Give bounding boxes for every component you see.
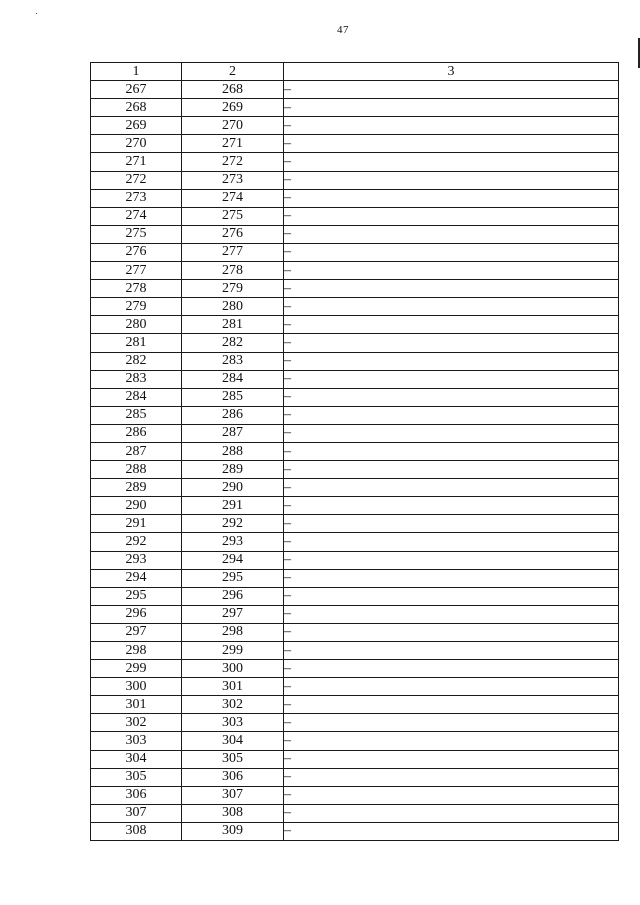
cell-col-1: 268 bbox=[91, 99, 182, 117]
cell-col-3: – bbox=[284, 479, 619, 497]
cell-col-1: 272 bbox=[91, 171, 182, 189]
table-row bbox=[91, 117, 619, 135]
cell-col-3: – bbox=[284, 442, 619, 460]
cell-col-3: – bbox=[284, 768, 619, 786]
table-row bbox=[91, 461, 619, 479]
cell-col-2: 303 bbox=[182, 714, 284, 732]
table-row bbox=[91, 696, 619, 714]
table-row bbox=[91, 569, 619, 587]
table-row bbox=[91, 334, 619, 352]
cell-col-1: 288 bbox=[91, 461, 182, 479]
cell-col-3: – bbox=[284, 334, 619, 352]
page-number: 47 bbox=[337, 24, 349, 36]
table-row bbox=[91, 243, 619, 261]
cell-col-2: 285 bbox=[182, 388, 284, 406]
table-row bbox=[91, 171, 619, 189]
cell-col-1: 286 bbox=[91, 424, 182, 442]
cell-col-2: 292 bbox=[182, 515, 284, 533]
cell-col-3: – bbox=[284, 678, 619, 696]
cell-col-1: 281 bbox=[91, 334, 182, 352]
cell-col-1: 279 bbox=[91, 298, 182, 316]
cell-col-3: – bbox=[284, 461, 619, 479]
cell-col-1: 298 bbox=[91, 642, 182, 660]
table-row bbox=[91, 189, 619, 207]
cell-col-1: 307 bbox=[91, 804, 182, 822]
table-row bbox=[91, 533, 619, 551]
cell-col-1: 276 bbox=[91, 243, 182, 261]
cell-col-1: 275 bbox=[91, 225, 182, 243]
cell-col-1: 290 bbox=[91, 497, 182, 515]
table-header bbox=[91, 63, 619, 81]
cell-col-2: 299 bbox=[182, 642, 284, 660]
cell-col-3: – bbox=[284, 786, 619, 804]
cell-col-2: 281 bbox=[182, 316, 284, 334]
cell-col-3: – bbox=[284, 280, 619, 298]
cell-col-2: 274 bbox=[182, 189, 284, 207]
cell-col-2: 269 bbox=[182, 99, 284, 117]
cell-col-2: 287 bbox=[182, 424, 284, 442]
table-row bbox=[91, 605, 619, 623]
cell-col-1: 278 bbox=[91, 280, 182, 298]
cell-col-2: 308 bbox=[182, 804, 284, 822]
cell-col-3: – bbox=[284, 822, 619, 840]
table-row bbox=[91, 388, 619, 406]
cell-col-1: 274 bbox=[91, 207, 182, 225]
cell-col-2: 277 bbox=[182, 243, 284, 261]
cell-col-2: 296 bbox=[182, 587, 284, 605]
cell-col-2: 309 bbox=[182, 822, 284, 840]
cell-col-1: 270 bbox=[91, 135, 182, 153]
cell-col-3: – bbox=[284, 587, 619, 605]
cell-col-1: 301 bbox=[91, 696, 182, 714]
cell-col-3: – bbox=[284, 551, 619, 569]
cell-col-3: – bbox=[284, 352, 619, 370]
cell-col-3: – bbox=[284, 497, 619, 515]
cell-col-1: 273 bbox=[91, 189, 182, 207]
cell-col-2: 286 bbox=[182, 406, 284, 424]
cell-col-3: – bbox=[284, 243, 619, 261]
table-row bbox=[91, 804, 619, 822]
cell-col-2: 268 bbox=[182, 81, 284, 99]
cell-col-2: 304 bbox=[182, 732, 284, 750]
cell-col-1: 267 bbox=[91, 81, 182, 99]
cell-col-1: 306 bbox=[91, 786, 182, 804]
cell-col-3: – bbox=[284, 804, 619, 822]
table-row bbox=[91, 262, 619, 280]
cell-col-3: – bbox=[284, 714, 619, 732]
table-row bbox=[91, 479, 619, 497]
table-row bbox=[91, 623, 619, 641]
cell-col-3: – bbox=[284, 388, 619, 406]
table-row bbox=[91, 768, 619, 786]
cell-col-3: – bbox=[284, 623, 619, 641]
cell-col-1: 293 bbox=[91, 551, 182, 569]
cell-col-3: – bbox=[284, 117, 619, 135]
cell-col-3: – bbox=[284, 750, 619, 768]
table-row bbox=[91, 99, 619, 117]
cell-col-2: 305 bbox=[182, 750, 284, 768]
cell-col-3: – bbox=[284, 81, 619, 99]
cell-col-3: – bbox=[284, 262, 619, 280]
table-row bbox=[91, 153, 619, 171]
cell-col-1: 295 bbox=[91, 587, 182, 605]
cell-col-3: – bbox=[284, 370, 619, 388]
cell-col-1: 271 bbox=[91, 153, 182, 171]
cell-col-3: – bbox=[284, 732, 619, 750]
cell-col-2: 307 bbox=[182, 786, 284, 804]
cell-col-3: – bbox=[284, 424, 619, 442]
cell-col-3: – bbox=[284, 605, 619, 623]
table-row bbox=[91, 424, 619, 442]
cell-col-3: – bbox=[284, 515, 619, 533]
cell-col-3: – bbox=[284, 171, 619, 189]
cell-col-2: 301 bbox=[182, 678, 284, 696]
cell-col-3: – bbox=[284, 642, 619, 660]
cell-col-2: 283 bbox=[182, 352, 284, 370]
cell-col-2: 297 bbox=[182, 605, 284, 623]
cell-col-1: 302 bbox=[91, 714, 182, 732]
cell-col-3: – bbox=[284, 696, 619, 714]
column-header-2: 2 bbox=[182, 63, 284, 81]
table-row bbox=[91, 750, 619, 768]
cell-col-2: 275 bbox=[182, 207, 284, 225]
table-row bbox=[91, 442, 619, 460]
cell-col-1: 308 bbox=[91, 822, 182, 840]
cell-col-1: 305 bbox=[91, 768, 182, 786]
table-row bbox=[91, 316, 619, 334]
cell-col-1: 285 bbox=[91, 406, 182, 424]
table-row bbox=[91, 660, 619, 678]
cell-col-3: – bbox=[284, 569, 619, 587]
cell-col-2: 278 bbox=[182, 262, 284, 280]
cell-col-1: 297 bbox=[91, 623, 182, 641]
cell-col-2: 295 bbox=[182, 569, 284, 587]
cell-col-2: 272 bbox=[182, 153, 284, 171]
cell-col-1: 280 bbox=[91, 316, 182, 334]
cell-col-2: 284 bbox=[182, 370, 284, 388]
table-row bbox=[91, 678, 619, 696]
cell-col-1: 303 bbox=[91, 732, 182, 750]
cell-col-3: – bbox=[284, 135, 619, 153]
cell-col-1: 304 bbox=[91, 750, 182, 768]
cell-col-1: 287 bbox=[91, 442, 182, 460]
cell-col-3: – bbox=[284, 225, 619, 243]
table-row bbox=[91, 370, 619, 388]
table-row bbox=[91, 642, 619, 660]
cell-col-3: – bbox=[284, 298, 619, 316]
cell-col-1: 291 bbox=[91, 515, 182, 533]
cell-col-1: 294 bbox=[91, 569, 182, 587]
cell-col-2: 282 bbox=[182, 334, 284, 352]
cell-col-2: 306 bbox=[182, 768, 284, 786]
cell-col-2: 279 bbox=[182, 280, 284, 298]
cell-col-1: 269 bbox=[91, 117, 182, 135]
table-row bbox=[91, 135, 619, 153]
cell-col-1: 282 bbox=[91, 352, 182, 370]
table-row bbox=[91, 786, 619, 804]
table-row bbox=[91, 207, 619, 225]
cell-col-3: – bbox=[284, 99, 619, 117]
cell-col-2: 289 bbox=[182, 461, 284, 479]
table-row bbox=[91, 515, 619, 533]
table-row bbox=[91, 81, 619, 99]
table-row bbox=[91, 280, 619, 298]
cell-col-3: – bbox=[284, 207, 619, 225]
cell-col-2: 288 bbox=[182, 442, 284, 460]
table-body bbox=[91, 81, 619, 841]
scan-artifact-dot bbox=[36, 13, 37, 14]
table-row bbox=[91, 298, 619, 316]
column-header-3: 3 bbox=[284, 63, 619, 81]
cell-col-1: 283 bbox=[91, 370, 182, 388]
table-row bbox=[91, 225, 619, 243]
cell-col-1: 289 bbox=[91, 479, 182, 497]
cell-col-1: 299 bbox=[91, 660, 182, 678]
column-header-1: 1 bbox=[91, 63, 182, 81]
cell-col-2: 293 bbox=[182, 533, 284, 551]
cell-col-2: 298 bbox=[182, 623, 284, 641]
cell-col-3: – bbox=[284, 533, 619, 551]
cell-col-2: 300 bbox=[182, 660, 284, 678]
cell-col-1: 292 bbox=[91, 533, 182, 551]
cell-col-2: 273 bbox=[182, 171, 284, 189]
cell-col-2: 294 bbox=[182, 551, 284, 569]
cell-col-3: – bbox=[284, 660, 619, 678]
table-row bbox=[91, 587, 619, 605]
cell-col-2: 276 bbox=[182, 225, 284, 243]
cell-col-2: 291 bbox=[182, 497, 284, 515]
cell-col-2: 302 bbox=[182, 696, 284, 714]
table-row bbox=[91, 822, 619, 840]
cell-col-2: 270 bbox=[182, 117, 284, 135]
cell-col-1: 284 bbox=[91, 388, 182, 406]
data-table bbox=[90, 62, 619, 841]
cell-col-3: – bbox=[284, 153, 619, 171]
table-row bbox=[91, 732, 619, 750]
table-row bbox=[91, 406, 619, 424]
cell-col-2: 280 bbox=[182, 298, 284, 316]
table-row bbox=[91, 497, 619, 515]
cell-col-3: – bbox=[284, 406, 619, 424]
cell-col-1: 300 bbox=[91, 678, 182, 696]
cell-col-3: – bbox=[284, 316, 619, 334]
cell-col-3: – bbox=[284, 189, 619, 207]
cell-col-1: 296 bbox=[91, 605, 182, 623]
table-row bbox=[91, 714, 619, 732]
table-row bbox=[91, 352, 619, 370]
table-row bbox=[91, 551, 619, 569]
cell-col-2: 271 bbox=[182, 135, 284, 153]
cell-col-1: 277 bbox=[91, 262, 182, 280]
header-row bbox=[91, 63, 619, 81]
cell-col-2: 290 bbox=[182, 479, 284, 497]
